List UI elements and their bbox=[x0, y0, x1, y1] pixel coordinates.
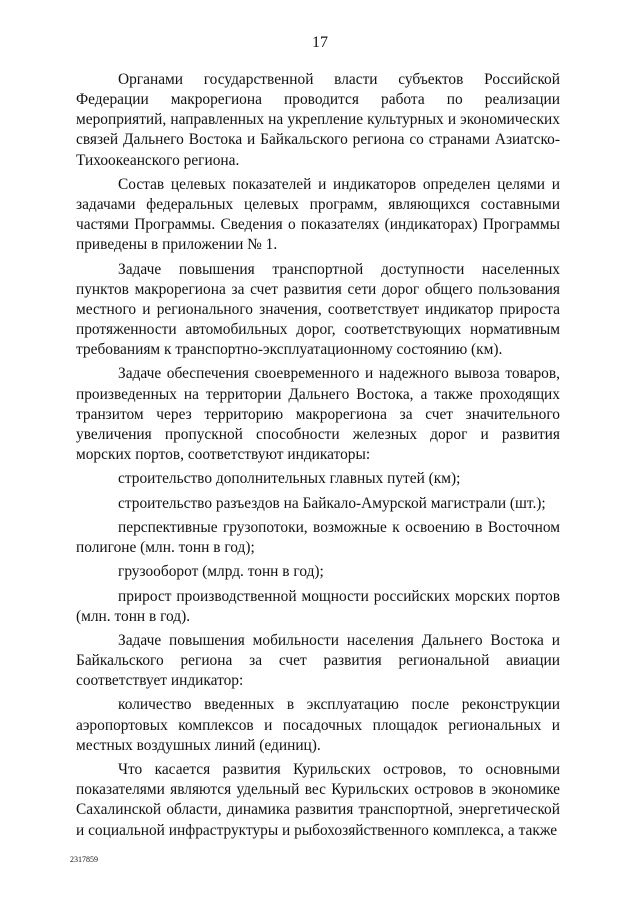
list-item-bam-sidings: строительство разъездов на Байкало-Амурской магистрали (шт.); bbox=[118, 494, 546, 512]
list-item-main-tracks: строительство дополнительных главных путей (км); bbox=[118, 470, 461, 488]
document-code: 2317859 bbox=[70, 855, 98, 864]
page-number: 17 bbox=[312, 34, 328, 51]
paragraph-organs: Органами государственной власти субъектов Российской Федерации макрорегиона проводится работа по реализации мероприятий, направленных на укрепление культурных и экономических связей Дальнего Востока и Байкальского региона со странами Азиатско-Тихоокеанского региона. bbox=[76, 71, 560, 169]
paragraph-freight-export: Задаче обеспечения своевременного и надежного вывоза товаров, произведенных на территории Дальнего Востока, а также проходящих транзитом через территорию макрорегиона за счет значительного увеличения пропускной способности железных дорог и развития морских портов, соответствуют индикаторы: bbox=[76, 365, 560, 464]
paragraph-regional-aviation: Задаче повышения мобильности населения Дальнего Востока и Байкальского региона за счет развития региональной авиации соответствует индикатор: bbox=[76, 631, 560, 690]
paragraph-kuril-islands: Что касается развития Курильских островов, то основными показателями являются удельный вес Курильских островов в экономике Сахалинской области, динамика развития транспортной, энергетической и социальной инфраструктуры и рыбохозяйственного комплекса, а также bbox=[76, 761, 560, 839]
body-text bbox=[76, 70, 560, 841]
paragraph-indicators-composition: Состав целевых показателей и индикаторов определен целями и задачами федеральных целевых программ, являющихся составными частями Программы. Сведения о показателях (индикаторах) Программы приведены в приложении № 1. bbox=[76, 175, 560, 254]
list-item-port-capacity: прирост производственной мощности российских морских портов (млн. тонн в год). bbox=[76, 587, 560, 625]
list-item-freight-turnover: грузооборот (млрд. тонн в год); bbox=[118, 563, 324, 581]
paragraph-road-accessibility: Задаче повышения транспортной доступности населенных пунктов макрорегиона за счет развития сети дорог общего пользования местного и регионального значения, соответствует индикатор прироста протяженности автомобильных дорог, соответствующих нормативным требованиям к транспортно-эксплуатационному состоянию (км). bbox=[76, 260, 560, 359]
list-item-cargo-flows: перспективные грузопотоки, возможные к освоению в Восточном полигоне (млн. тонн в год); bbox=[76, 518, 560, 556]
list-item-airport-complexes: количество введенных в эксплуатацию после реконструкции аэропортовых комплексов и посадочных площадок региональных и местных воздушных линий (единиц). bbox=[76, 696, 560, 754]
